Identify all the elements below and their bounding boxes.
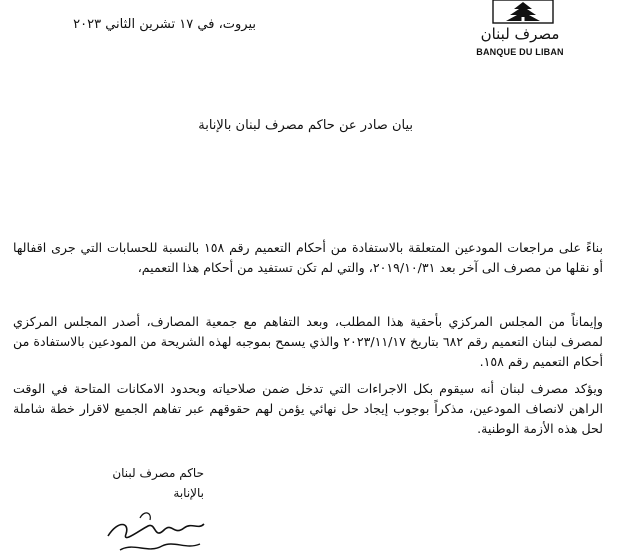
- bank-logo: [470, 0, 582, 70]
- bank-name-arabic: مصرف لبنان: [480, 25, 560, 43]
- cedar-emblem-icon: [492, 0, 554, 24]
- statement-subject: بيان صادر عن حاكم مصرف لبنان بالإنابة: [198, 118, 413, 133]
- handwritten-signature: [100, 500, 210, 556]
- bank-name-latin: BANQUE DU LIBAN: [476, 47, 564, 57]
- signatory-subtitle: بالإنابة: [173, 486, 204, 500]
- body-paragraph: وإيماناً من المجلس المركزي بأحقية هذا المطلب، وبعد التفاهم مع جمعية المصارف، أصدر المجلس المركزي لمصرف لبنان التعميم رقم ٦٨٢ بتاريخ ٢٠٢٣/١١/١٧ والذي يسمح بموجبه لهذه الشريحة من المودعين بالاستفادة من أحكام التعميم رقم ١٥٨.: [13, 314, 603, 369]
- dateline: بيروت، في ١٧ تشرين الثاني ٢٠٢٣: [73, 17, 256, 32]
- body-paragraph: بناءً على مراجعات المودعين المتعلقة بالاستفادة من أحكام التعميم رقم ١٥٨ بالنسبة للحسابات التي جرى اقفالها أو نقلها من مصرف الى آخر بعد ٢٠١٩/١٠/٣١، والتي لم تكن تستفيد من أحكام هذا التعميم،: [13, 240, 603, 275]
- body-paragraph: ويؤكد مصرف لبنان أنه سيقوم بكل الاجراءات التي تدخل ضمن صلاحياته وبحدود الامكانات المتاحة في الوقت الراهن لانصاف المودعين، مذكراً بوجوب إيجاد حل نهائي يؤمن لهم حقوقهم عبر تفاهم الجميع لاقرار خطة شاملة لحل هذه الأزمة الوطنية.: [13, 381, 603, 436]
- signatory-title: حاكم مصرف لبنان: [112, 466, 204, 480]
